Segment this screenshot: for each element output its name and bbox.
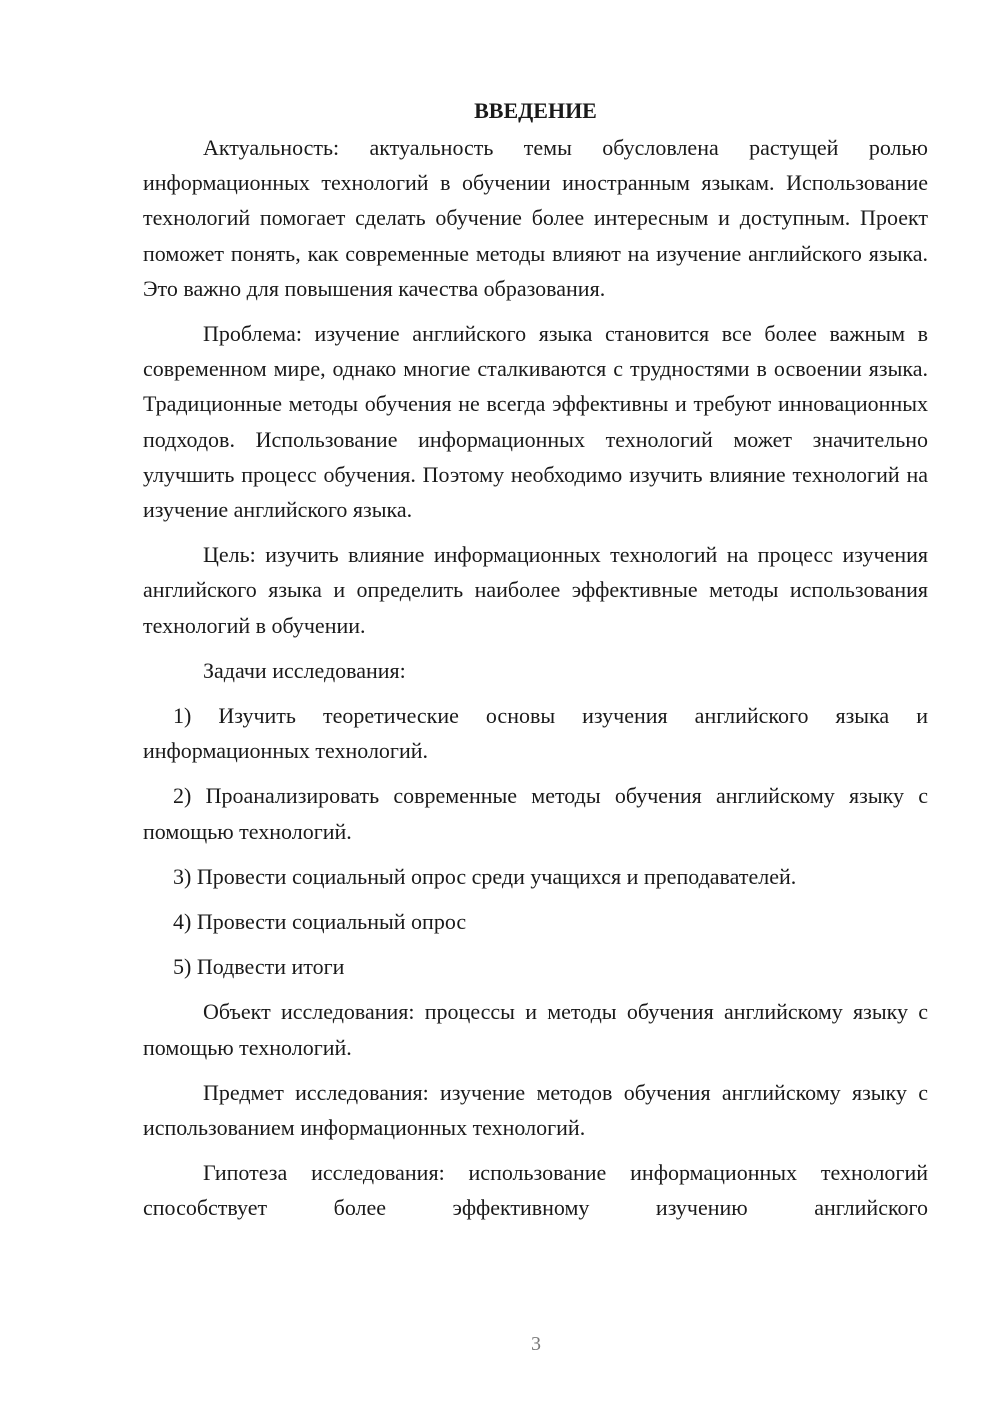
task-item-2: 2) Проанализировать современные методы обучения английскому языку с помощью технологий. (143, 783, 928, 844)
object-paragraph: Объект исследования: процессы и методы обучения английскому языку с помощью технологий. (143, 999, 928, 1060)
page-content (143, 96, 928, 1236)
task-item-5: 5) Подвести итоги (173, 954, 345, 980)
problem-paragraph: Проблема: изучение английского языка становится все более важным в современном мире, однако многие сталкиваются с трудностями в освоении языка. Традиционные методы обучения не всегда эффективны и требуют инновационных подходов. Использование информационных технологий может значительно улучшить процесс обучения. Поэтому необходимо изучить влияние технологий на изучение английского языка. (143, 321, 928, 523)
task-item-3: 3) Провести социальный опрос среди учащихся и преподавателей. (173, 863, 797, 889)
subject-paragraph: Предмет исследования: изучение методов обучения английскому языку с использованием информационных технологий. (143, 1079, 928, 1141)
page-number: 3 (531, 1333, 541, 1355)
tasks-title: Задачи исследования: (203, 657, 406, 683)
goal-paragraph: Цель: изучить влияние информационных технологий на процесс изучения английского языка и определить наиболее эффективные методы использования технологий в обучении. (143, 542, 928, 638)
task-item-1: 1) Изучить теоретические основы изучения английского языка и информационных технологий. (143, 703, 928, 764)
relevance-paragraph: Актуальность: актуальность темы обусловлена растущей ролью информационных технологий в обучении иностранным языкам. Использование технологий помогает сделать обучение более интересным и доступным. Проект поможет понять, как современные методы влияют на изучение английского языка. Это важно для повышения качества образования. (143, 135, 928, 301)
section-heading: ВВЕДЕНИЕ (474, 98, 597, 123)
task-item-4: 4) Провести социальный опрос (173, 909, 467, 935)
hypothesis-paragraph: Гипотеза исследования: использование информационных технологий способствует более эффективному изучению английского (143, 1160, 928, 1221)
